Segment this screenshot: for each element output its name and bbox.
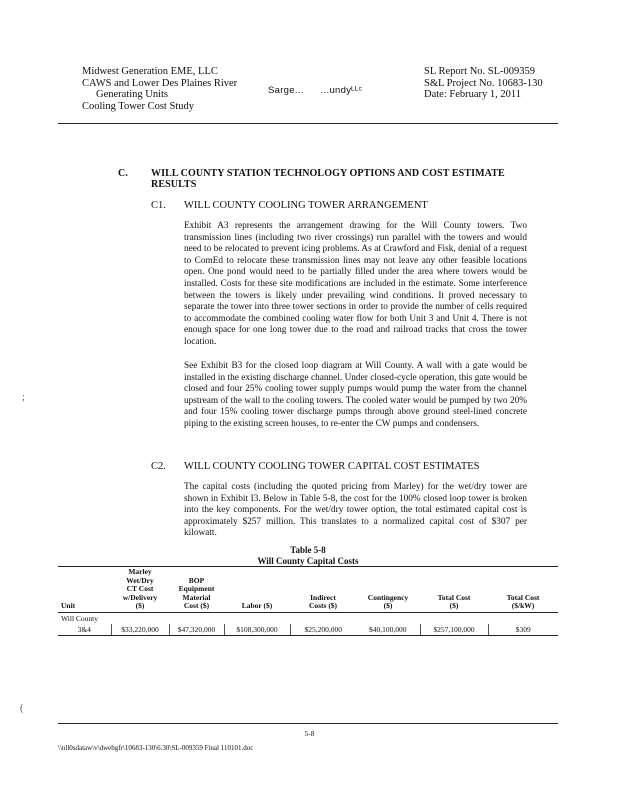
- report-date: Date: February 1, 2011: [424, 89, 522, 100]
- cell-labor: $108,300,000: [224, 624, 290, 636]
- section-title: [151, 168, 531, 190]
- group-label: Will County: [61, 613, 98, 623]
- report-number: SL Report No. SL-009359: [424, 66, 536, 77]
- section-title-line1: WILL COUNTY STATION TECHNOLOGY OPTIONS AND COST ESTIMATE: [151, 168, 505, 179]
- table-group-row: [58, 612, 558, 624]
- margin-mark-left: ;: [22, 392, 25, 403]
- page-number: 5-8: [304, 729, 315, 738]
- header-left: [82, 66, 237, 112]
- sargent-lundy-logo: [268, 85, 362, 96]
- section-letter: C.: [118, 168, 128, 179]
- capital-cost-table: [58, 566, 558, 636]
- table-header-row: [58, 567, 558, 613]
- cell-unit: 3&4: [58, 624, 111, 636]
- col-indirect: Indirect Costs ($): [290, 567, 356, 613]
- project-number: S&L Project No. 10683-130: [424, 77, 543, 89]
- cell-total-cost-per-kw: $309: [488, 624, 558, 636]
- col-marley-cost: Marley Wet/Dry CT Cost w/Delivery ($): [111, 567, 169, 613]
- margin-mark-bottom: (: [20, 703, 24, 714]
- cell-indirect: $25,200,000: [290, 624, 356, 636]
- footer-path: \\nll0sdataw\v\dwebgfr\10683-130\6.30\SL-009359 Final 110101.doc: [58, 744, 254, 752]
- c1-paragraph-2: See Exhibit B3 for the closed loop diagram at Will County. A wall with a gate would be installed in the existing discharge channel. Under closed-cycle operation, this gate would be closed and four 25% cooling tower supply pumps would pump the water from the channel upstream of the wall to the cooling towers. The cooled water would be pumped by two 20% and four 15% cooling tower discharge pumps through above ground steel-lined concrete piping to the existing screen houses, to re-enter the CW pumps and condensers.: [184, 361, 527, 429]
- col-total-cost-per-kw: Total Cost ($/kW): [488, 567, 558, 613]
- col-contingency: Contingency ($): [356, 567, 420, 613]
- cell-contingency: $40,100,000: [356, 624, 420, 636]
- logo-left-text: Sarge...: [268, 85, 304, 96]
- c1-number: C1.: [151, 200, 166, 211]
- cell-bop-cost: $47,320,000: [169, 624, 224, 636]
- table-row: [58, 624, 558, 636]
- c2-number: C2.: [151, 461, 166, 472]
- table-caption: [58, 545, 558, 566]
- footer-rule: [58, 723, 558, 724]
- c2-paragraph: The capital costs (including the quoted pricing from Marley) for the wet/dry tower are shown in Exhibit I3. Below in Table 5-8, the cost for the 100% closed loop tower is broken into the key components. For the wet/dry tower option, the total estimated capital cost is approximately $257 million. This translates to a normalized capital cost of $307 per kilowatt.: [184, 482, 527, 539]
- header-company: Midwest Generation EME, LLC: [82, 66, 218, 77]
- col-total-cost: Total Cost ($): [420, 567, 488, 613]
- col-bop-cost: BOP Equipment Material Cost ($): [169, 567, 224, 613]
- table-title: Table 5-8: [290, 545, 326, 555]
- header-project: CAWS and Lower Des Plaines River: [82, 77, 238, 89]
- c2-title: WILL COUNTY COOLING TOWER CAPITAL COST ESTIMATES: [184, 461, 480, 472]
- table-subtitle: Will County Capital Costs: [257, 555, 359, 566]
- logo-right-text: ...undyᴸᴸᶜ: [320, 85, 363, 96]
- header-rule: [58, 123, 558, 124]
- c1-title: WILL COUNTY COOLING TOWER ARRANGEMENT: [184, 200, 428, 211]
- cell-marley-cost: $33,220,000: [111, 624, 169, 636]
- col-labor: Labor ($): [224, 567, 290, 613]
- header-study: Cooling Tower Cost Study: [82, 100, 194, 112]
- header-units: Generating Units: [96, 89, 169, 100]
- c1-paragraph-1: Exhibit A3 represents the arrangement drawing for the Will County towers. Two transmission lines (including two river crossings) run parallel with the towers and would need to be relocated to prevent icing problems. As at Crawford and Fisk, denial of a request to ComEd to relocate these transmission lines may not leave any other feasible locations open. One pond would need to be partially filled under the area where towers would be installed. Costs for these site modifications are included in the estimate. Some interference between the towers is likely under prevailing wind conditions. It proved necessary to separate the tower into three tower sections in order to provide the number of cells required to accommodate the combined cooling water flow for both Unit 3 and Unit 4. There is not enough space for one long tower due to the road and railroad tracks that cross the tower location.: [184, 221, 527, 347]
- section-title-line2: RESULTS: [151, 179, 197, 190]
- cell-total-cost: $257,100,000: [420, 624, 488, 636]
- header-right: [424, 66, 543, 101]
- col-unit: Unit: [58, 567, 111, 613]
